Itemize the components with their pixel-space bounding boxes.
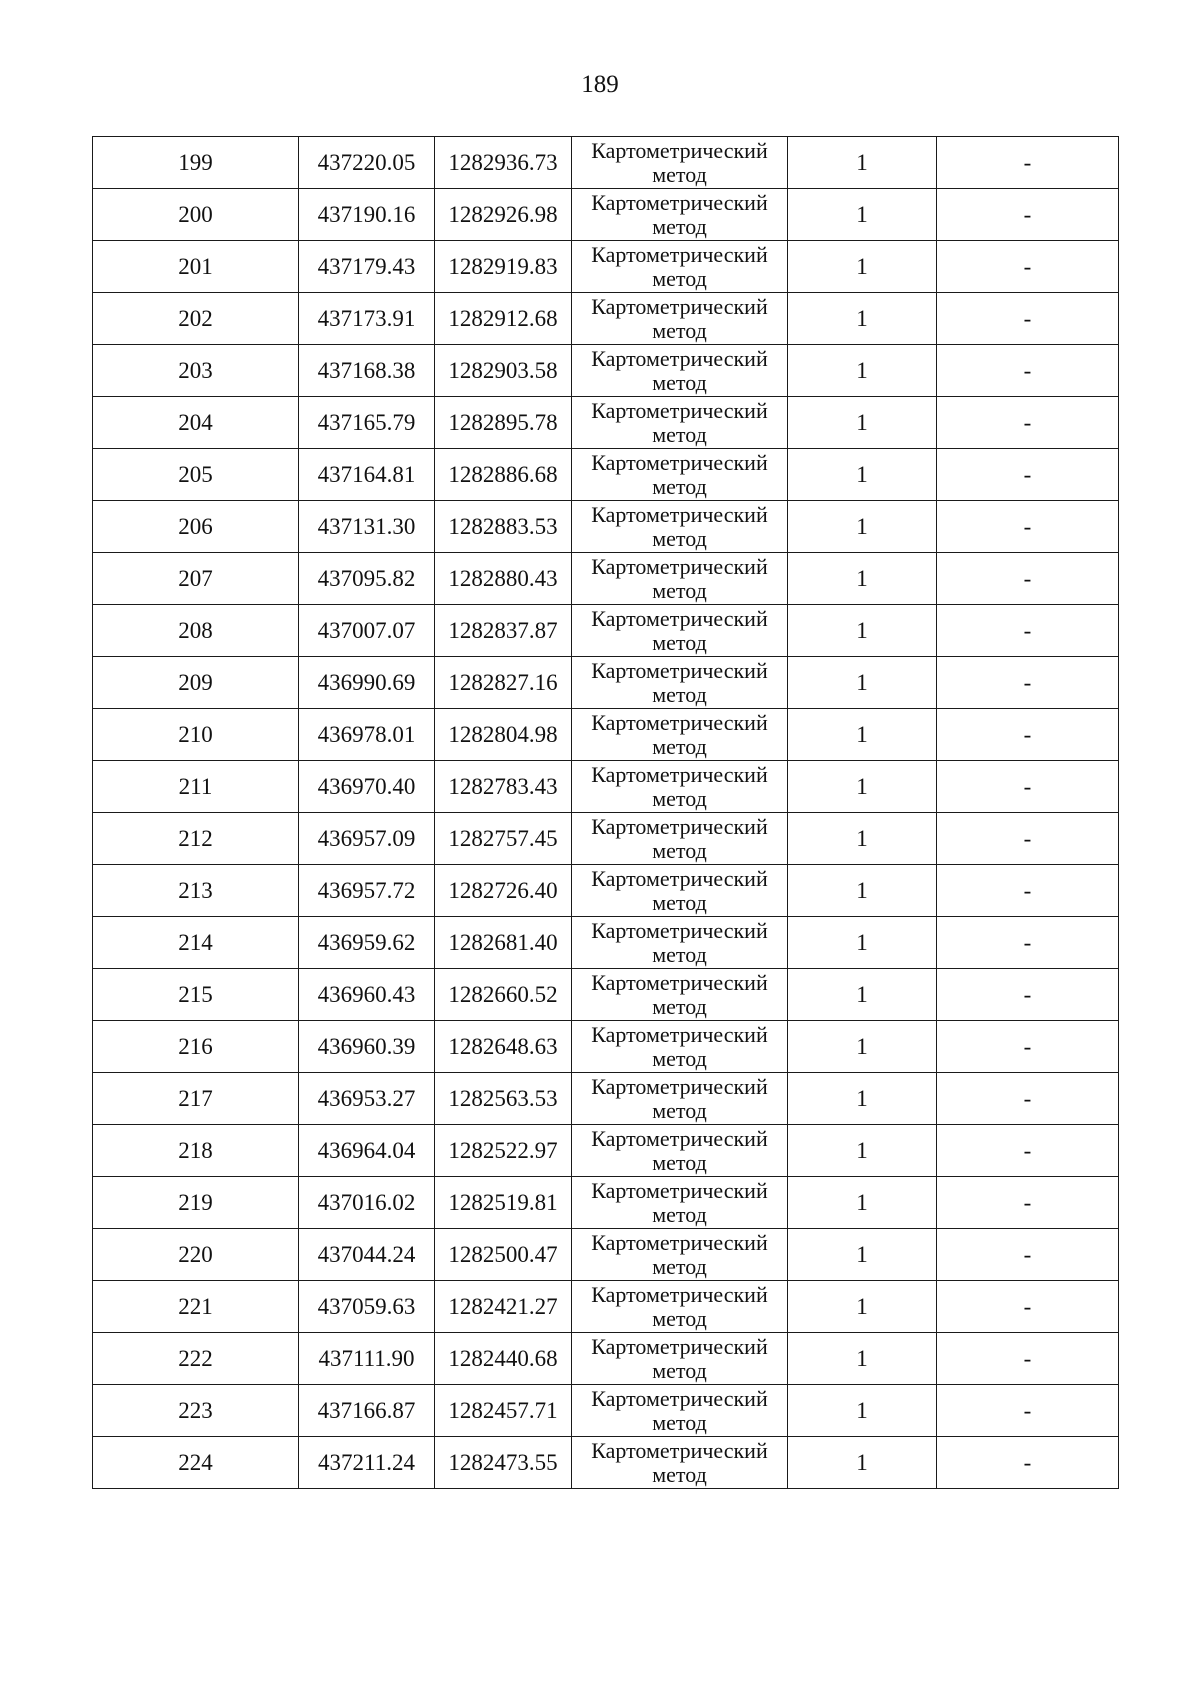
note-cell: -	[937, 917, 1119, 969]
y-coordinate-cell: 1282563.53	[435, 1073, 572, 1125]
point-number-cell: 222	[93, 1333, 299, 1385]
method-cell	[572, 969, 788, 1021]
note-cell: -	[937, 761, 1119, 813]
note-cell: -	[937, 1021, 1119, 1073]
method-line-2: метод	[652, 161, 707, 187]
accuracy-cell: 1	[788, 501, 937, 553]
method-cell	[572, 1073, 788, 1125]
method-line-2: метод	[652, 1253, 707, 1279]
point-number-cell: 211	[93, 761, 299, 813]
y-coordinate-cell: 1282804.98	[435, 709, 572, 761]
x-coordinate-cell: 436990.69	[299, 657, 435, 709]
table-row	[93, 917, 1119, 969]
note-cell: -	[937, 1437, 1119, 1489]
accuracy-cell: 1	[788, 1437, 937, 1489]
point-number-cell: 218	[93, 1125, 299, 1177]
method-line-1: Картометрический	[591, 397, 768, 423]
method-line-1: Картометрический	[591, 1021, 768, 1047]
method-line-1: Картометрический	[591, 1125, 768, 1151]
y-coordinate-cell: 1282648.63	[435, 1021, 572, 1073]
method-cell	[572, 761, 788, 813]
note-cell: -	[937, 1125, 1119, 1177]
method-line-2: метод	[652, 785, 707, 811]
x-coordinate-cell: 437166.87	[299, 1385, 435, 1437]
y-coordinate-cell: 1282837.87	[435, 605, 572, 657]
method-line-1: Картометрический	[591, 137, 768, 163]
accuracy-cell: 1	[788, 137, 937, 189]
method-line-1: Картометрический	[591, 865, 768, 891]
y-coordinate-cell: 1282457.71	[435, 1385, 572, 1437]
note-cell: -	[937, 1177, 1119, 1229]
method-line-2: метод	[652, 1045, 707, 1071]
accuracy-cell: 1	[788, 761, 937, 813]
table-row	[93, 605, 1119, 657]
point-number-cell: 209	[93, 657, 299, 709]
method-cell	[572, 709, 788, 761]
point-number-cell: 207	[93, 553, 299, 605]
point-number-cell: 221	[93, 1281, 299, 1333]
method-line-2: метод	[652, 213, 707, 239]
y-coordinate-cell: 1282883.53	[435, 501, 572, 553]
method-cell	[572, 241, 788, 293]
table-row	[93, 1073, 1119, 1125]
method-line-1: Картометрический	[591, 1229, 768, 1255]
accuracy-cell: 1	[788, 1073, 937, 1125]
x-coordinate-cell: 436960.39	[299, 1021, 435, 1073]
point-number-cell: 203	[93, 345, 299, 397]
method-line-2: метод	[652, 1357, 707, 1383]
note-cell: -	[937, 241, 1119, 293]
y-coordinate-cell: 1282895.78	[435, 397, 572, 449]
method-cell	[572, 1385, 788, 1437]
note-cell: -	[937, 189, 1119, 241]
y-coordinate-cell: 1282919.83	[435, 241, 572, 293]
point-number-cell: 219	[93, 1177, 299, 1229]
y-coordinate-cell: 1282522.97	[435, 1125, 572, 1177]
point-number-cell: 212	[93, 813, 299, 865]
accuracy-cell: 1	[788, 605, 937, 657]
table-row	[93, 709, 1119, 761]
accuracy-cell: 1	[788, 813, 937, 865]
accuracy-cell: 1	[788, 1021, 937, 1073]
method-cell	[572, 657, 788, 709]
accuracy-cell: 1	[788, 709, 937, 761]
x-coordinate-cell: 436964.04	[299, 1125, 435, 1177]
y-coordinate-cell: 1282886.68	[435, 449, 572, 501]
method-cell	[572, 397, 788, 449]
x-coordinate-cell: 437173.91	[299, 293, 435, 345]
method-line-2: метод	[652, 473, 707, 499]
x-coordinate-cell: 437165.79	[299, 397, 435, 449]
method-line-1: Картометрический	[591, 605, 768, 631]
method-line-1: Картометрический	[591, 1073, 768, 1099]
point-number-cell: 215	[93, 969, 299, 1021]
x-coordinate-cell: 437007.07	[299, 605, 435, 657]
point-number-cell: 220	[93, 1229, 299, 1281]
x-coordinate-cell: 437059.63	[299, 1281, 435, 1333]
point-number-cell: 204	[93, 397, 299, 449]
method-cell	[572, 917, 788, 969]
method-line-2: метод	[652, 577, 707, 603]
method-line-2: метод	[652, 1461, 707, 1487]
method-cell	[572, 1177, 788, 1229]
accuracy-cell: 1	[788, 397, 937, 449]
method-line-1: Картометрический	[591, 449, 768, 475]
note-cell: -	[937, 709, 1119, 761]
table-row	[93, 657, 1119, 709]
point-number-cell: 208	[93, 605, 299, 657]
point-number-cell: 223	[93, 1385, 299, 1437]
table-row	[93, 189, 1119, 241]
method-cell	[572, 189, 788, 241]
x-coordinate-cell: 437190.16	[299, 189, 435, 241]
accuracy-cell: 1	[788, 1177, 937, 1229]
y-coordinate-cell: 1282421.27	[435, 1281, 572, 1333]
note-cell: -	[937, 865, 1119, 917]
method-line-1: Картометрический	[591, 761, 768, 787]
method-line-1: Картометрический	[591, 293, 768, 319]
method-cell	[572, 1125, 788, 1177]
x-coordinate-cell: 437016.02	[299, 1177, 435, 1229]
table-row	[93, 397, 1119, 449]
method-line-2: метод	[652, 629, 707, 655]
point-number-cell: 202	[93, 293, 299, 345]
x-coordinate-cell: 436957.09	[299, 813, 435, 865]
method-cell	[572, 813, 788, 865]
table-row	[93, 1021, 1119, 1073]
y-coordinate-cell: 1282912.68	[435, 293, 572, 345]
note-cell: -	[937, 1073, 1119, 1125]
method-line-1: Картометрический	[591, 813, 768, 839]
note-cell: -	[937, 605, 1119, 657]
point-number-cell: 205	[93, 449, 299, 501]
y-coordinate-cell: 1282926.98	[435, 189, 572, 241]
point-number-cell: 213	[93, 865, 299, 917]
y-coordinate-cell: 1282500.47	[435, 1229, 572, 1281]
note-cell: -	[937, 1281, 1119, 1333]
method-cell	[572, 1437, 788, 1489]
accuracy-cell: 1	[788, 1385, 937, 1437]
note-cell: -	[937, 657, 1119, 709]
y-coordinate-cell: 1282726.40	[435, 865, 572, 917]
table-row	[93, 1229, 1119, 1281]
y-coordinate-cell: 1282473.55	[435, 1437, 572, 1489]
note-cell: -	[937, 1333, 1119, 1385]
x-coordinate-cell: 437164.81	[299, 449, 435, 501]
table-row	[93, 501, 1119, 553]
x-coordinate-cell: 437111.90	[299, 1333, 435, 1385]
x-coordinate-cell: 436959.62	[299, 917, 435, 969]
coordinates-table	[92, 136, 1119, 1489]
table-row	[93, 137, 1119, 189]
x-coordinate-cell: 437211.24	[299, 1437, 435, 1489]
accuracy-cell: 1	[788, 241, 937, 293]
method-line-1: Картометрический	[591, 1437, 768, 1463]
y-coordinate-cell: 1282519.81	[435, 1177, 572, 1229]
method-line-2: метод	[652, 1201, 707, 1227]
x-coordinate-cell: 437044.24	[299, 1229, 435, 1281]
method-line-1: Картометрический	[591, 501, 768, 527]
point-number-cell: 201	[93, 241, 299, 293]
point-number-cell: 199	[93, 137, 299, 189]
method-cell	[572, 1281, 788, 1333]
method-line-1: Картометрический	[591, 969, 768, 995]
note-cell: -	[937, 553, 1119, 605]
method-cell	[572, 865, 788, 917]
method-cell	[572, 293, 788, 345]
method-line-2: метод	[652, 421, 707, 447]
y-coordinate-cell: 1282757.45	[435, 813, 572, 865]
method-line-2: метод	[652, 837, 707, 863]
x-coordinate-cell: 436953.27	[299, 1073, 435, 1125]
method-line-1: Картометрический	[591, 709, 768, 735]
y-coordinate-cell: 1282440.68	[435, 1333, 572, 1385]
x-coordinate-cell: 437095.82	[299, 553, 435, 605]
method-cell	[572, 345, 788, 397]
x-coordinate-cell: 437220.05	[299, 137, 435, 189]
point-number-cell: 224	[93, 1437, 299, 1489]
method-line-1: Картометрический	[591, 1177, 768, 1203]
y-coordinate-cell: 1282827.16	[435, 657, 572, 709]
method-line-2: метод	[652, 993, 707, 1019]
accuracy-cell: 1	[788, 189, 937, 241]
accuracy-cell: 1	[788, 293, 937, 345]
accuracy-cell: 1	[788, 345, 937, 397]
note-cell: -	[937, 1229, 1119, 1281]
note-cell: -	[937, 1385, 1119, 1437]
table-row	[93, 969, 1119, 1021]
table-row	[93, 553, 1119, 605]
note-cell: -	[937, 449, 1119, 501]
note-cell: -	[937, 345, 1119, 397]
x-coordinate-cell: 436970.40	[299, 761, 435, 813]
accuracy-cell: 1	[788, 1229, 937, 1281]
table-row	[93, 449, 1119, 501]
table-row	[93, 813, 1119, 865]
y-coordinate-cell: 1282681.40	[435, 917, 572, 969]
method-line-1: Картометрический	[591, 657, 768, 683]
accuracy-cell: 1	[788, 449, 937, 501]
method-line-1: Картометрический	[591, 553, 768, 579]
method-line-1: Картометрический	[591, 1385, 768, 1411]
method-line-2: метод	[652, 681, 707, 707]
accuracy-cell: 1	[788, 969, 937, 1021]
table-row	[93, 293, 1119, 345]
point-number-cell: 206	[93, 501, 299, 553]
coordinates-table-body	[93, 137, 1119, 1489]
method-cell	[572, 1021, 788, 1073]
method-line-2: метод	[652, 1149, 707, 1175]
table-row	[93, 865, 1119, 917]
point-number-cell: 217	[93, 1073, 299, 1125]
note-cell: -	[937, 293, 1119, 345]
method-line-2: метод	[652, 941, 707, 967]
method-cell	[572, 501, 788, 553]
x-coordinate-cell: 436978.01	[299, 709, 435, 761]
table-row	[93, 1437, 1119, 1489]
method-line-1: Картометрический	[591, 345, 768, 371]
method-line-2: метод	[652, 1097, 707, 1123]
method-line-2: метод	[652, 1305, 707, 1331]
method-line-2: метод	[652, 317, 707, 343]
note-cell: -	[937, 501, 1119, 553]
method-line-2: метод	[652, 265, 707, 291]
note-cell: -	[937, 969, 1119, 1021]
method-line-1: Картометрический	[591, 189, 768, 215]
note-cell: -	[937, 813, 1119, 865]
table-row	[93, 1385, 1119, 1437]
table-row	[93, 761, 1119, 813]
method-cell	[572, 553, 788, 605]
point-number-cell: 200	[93, 189, 299, 241]
method-cell	[572, 605, 788, 657]
x-coordinate-cell: 436960.43	[299, 969, 435, 1021]
table-row	[93, 1333, 1119, 1385]
y-coordinate-cell: 1282903.58	[435, 345, 572, 397]
point-number-cell: 214	[93, 917, 299, 969]
method-cell	[572, 1333, 788, 1385]
point-number-cell: 210	[93, 709, 299, 761]
method-line-2: метод	[652, 1409, 707, 1435]
accuracy-cell: 1	[788, 1281, 937, 1333]
note-cell: -	[937, 137, 1119, 189]
page-number: 189	[581, 71, 619, 98]
accuracy-cell: 1	[788, 553, 937, 605]
table-row	[93, 1125, 1119, 1177]
y-coordinate-cell: 1282880.43	[435, 553, 572, 605]
x-coordinate-cell: 437131.30	[299, 501, 435, 553]
method-cell	[572, 449, 788, 501]
method-line-1: Картометрический	[591, 917, 768, 943]
method-cell	[572, 1229, 788, 1281]
table-row	[93, 345, 1119, 397]
accuracy-cell: 1	[788, 1125, 937, 1177]
method-line-2: метод	[652, 889, 707, 915]
note-cell: -	[937, 397, 1119, 449]
x-coordinate-cell: 437168.38	[299, 345, 435, 397]
method-line-2: метод	[652, 369, 707, 395]
method-cell	[572, 137, 788, 189]
accuracy-cell: 1	[788, 917, 937, 969]
accuracy-cell: 1	[788, 1333, 937, 1385]
method-line-2: метод	[652, 525, 707, 551]
table-row	[93, 1281, 1119, 1333]
method-line-1: Картометрический	[591, 1333, 768, 1359]
y-coordinate-cell: 1282783.43	[435, 761, 572, 813]
accuracy-cell: 1	[788, 657, 937, 709]
method-line-2: метод	[652, 733, 707, 759]
x-coordinate-cell: 437179.43	[299, 241, 435, 293]
table-row	[93, 241, 1119, 293]
method-line-1: Картометрический	[591, 1281, 768, 1307]
y-coordinate-cell: 1282660.52	[435, 969, 572, 1021]
point-number-cell: 216	[93, 1021, 299, 1073]
table-row	[93, 1177, 1119, 1229]
y-coordinate-cell: 1282936.73	[435, 137, 572, 189]
x-coordinate-cell: 436957.72	[299, 865, 435, 917]
method-line-1: Картометрический	[591, 241, 768, 267]
accuracy-cell: 1	[788, 865, 937, 917]
